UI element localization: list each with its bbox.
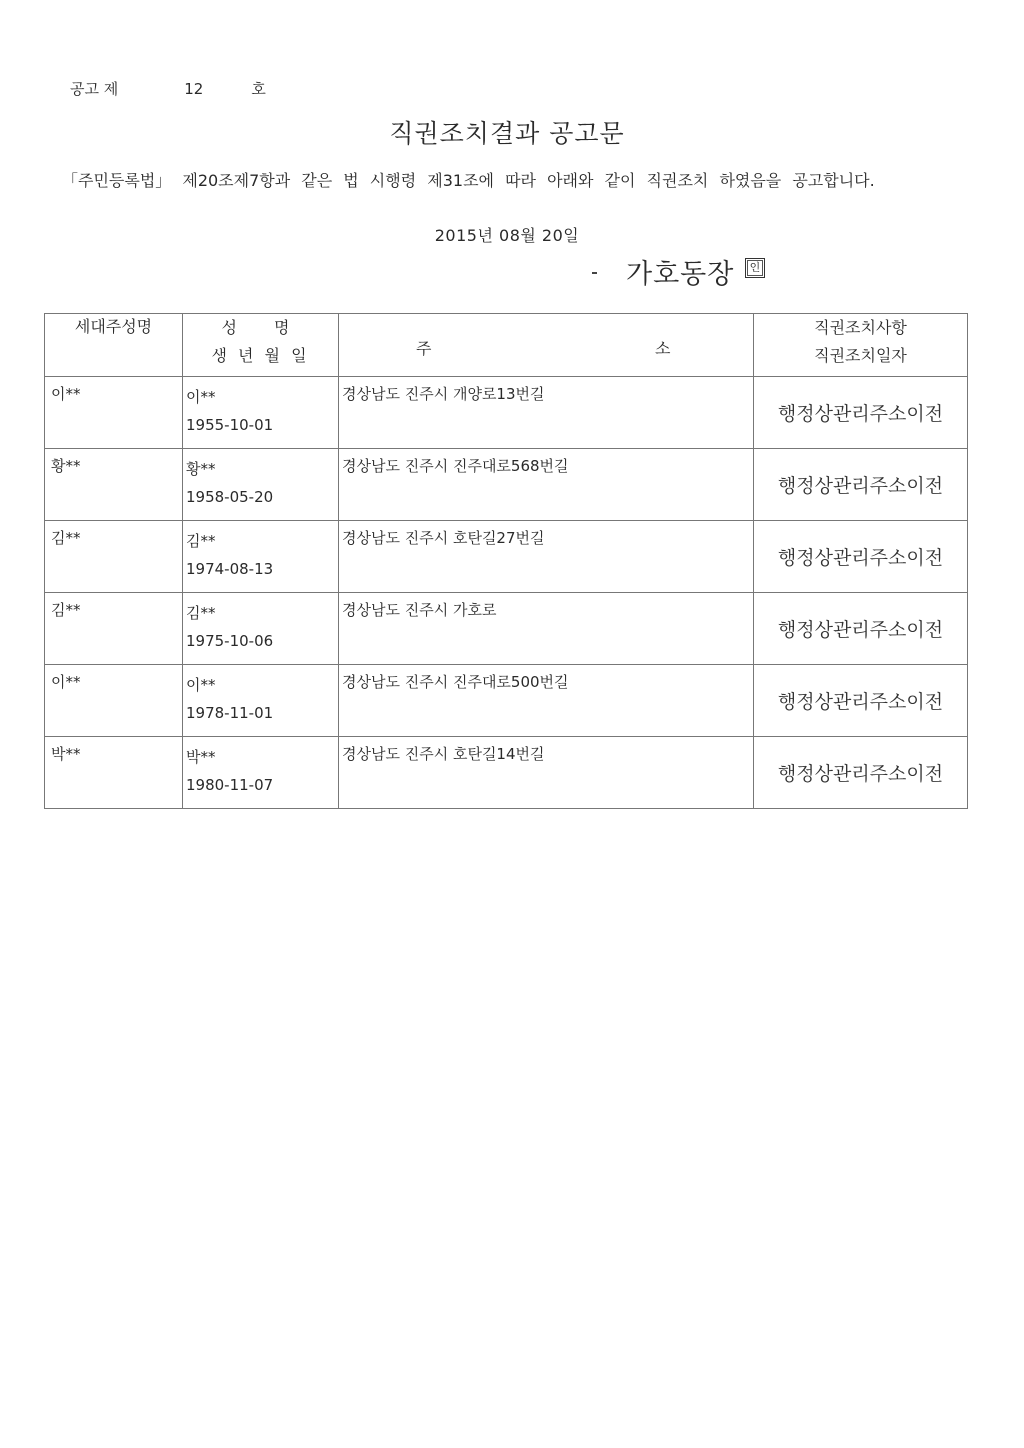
result-table	[44, 313, 968, 809]
person-birth: 1978-11-01	[186, 704, 274, 722]
action-cell: 행정상관리주소이전	[754, 449, 968, 521]
action-cell: 행정상관리주소이전	[754, 521, 968, 593]
issuer-name: 가호동장	[626, 259, 735, 290]
issuer-mark	[592, 272, 597, 274]
header-householder-label: 세대주성명	[74, 317, 153, 336]
action-cell: 행정상관리주소이전	[754, 665, 968, 737]
person-cell	[183, 665, 339, 737]
person-cell	[183, 737, 339, 809]
person-cell	[183, 593, 339, 665]
table-row	[45, 665, 968, 737]
householder-cell: 박**	[45, 737, 183, 809]
action-cell: 행정상관리주소이전	[754, 377, 968, 449]
address-cell: 경상남도 진주시 가호로	[339, 593, 754, 665]
householder-cell: 황**	[45, 449, 183, 521]
householder-cell: 김**	[45, 593, 183, 665]
person-birth: 1955-10-01	[186, 416, 274, 434]
header-address-right: 소	[655, 339, 671, 358]
person-name: 황**	[186, 460, 216, 478]
header-birth-label: 생 년 월 일	[211, 346, 310, 365]
person-name: 이**	[186, 388, 216, 406]
header-householder	[45, 314, 183, 377]
header-name-label: 성 명	[221, 318, 300, 337]
person-name: 박**	[186, 748, 216, 766]
page-title: 직권조치결과 공고문	[389, 119, 625, 148]
table-row	[45, 449, 968, 521]
person-cell	[183, 377, 339, 449]
notice-date: 2015년 08월 20일	[434, 226, 580, 245]
table-row	[45, 593, 968, 665]
notice-prefix: 공고 제	[70, 80, 119, 98]
notice-number-value: 12	[184, 80, 204, 98]
action-cell: 행정상관리주소이전	[754, 737, 968, 809]
header-action-date-label: 직권조치일자	[814, 346, 907, 365]
person-birth: 1974-08-13	[186, 560, 274, 578]
person-name: 김**	[186, 604, 216, 622]
address-cell: 경상남도 진주시 호탄길14번길	[339, 737, 754, 809]
header-address	[339, 314, 754, 377]
householder-cell: 이**	[45, 665, 183, 737]
official-seal	[745, 258, 765, 278]
seal-frame	[747, 260, 763, 276]
seal-text: 인	[749, 261, 761, 274]
householder-cell: 김**	[45, 521, 183, 593]
action-cell: 행정상관리주소이전	[754, 593, 968, 665]
person-cell	[183, 449, 339, 521]
address-cell: 경상남도 진주시 진주대로568번길	[339, 449, 754, 521]
address-cell: 경상남도 진주시 호탄길27번길	[339, 521, 754, 593]
person-birth: 1958-05-20	[186, 488, 274, 506]
header-action	[754, 314, 968, 377]
table-header-row	[45, 314, 968, 377]
notice-number	[70, 78, 266, 99]
notice-body-text: 「주민등록법」 제20조제7항과 같은 법 시행령 제31조에 따라 아래와 같이 직권조치 하였음을 공고합니다.	[62, 171, 875, 190]
person-name: 김**	[186, 532, 216, 550]
person-cell	[183, 521, 339, 593]
person-birth: 1980-11-07	[186, 776, 274, 794]
table-row	[45, 521, 968, 593]
householder-cell: 이**	[45, 377, 183, 449]
header-action-label: 직권조치사항	[814, 318, 907, 337]
header-address-left: 주	[416, 339, 432, 358]
address-cell: 경상남도 진주시 진주대로500번길	[339, 665, 754, 737]
address-cell: 경상남도 진주시 개양로13번길	[339, 377, 754, 449]
person-birth: 1975-10-06	[186, 632, 274, 650]
person-name: 이**	[186, 676, 216, 694]
table-row	[45, 377, 968, 449]
header-name-birth	[183, 314, 339, 377]
notice-suffix: 호	[251, 80, 266, 98]
table-row	[45, 737, 968, 809]
